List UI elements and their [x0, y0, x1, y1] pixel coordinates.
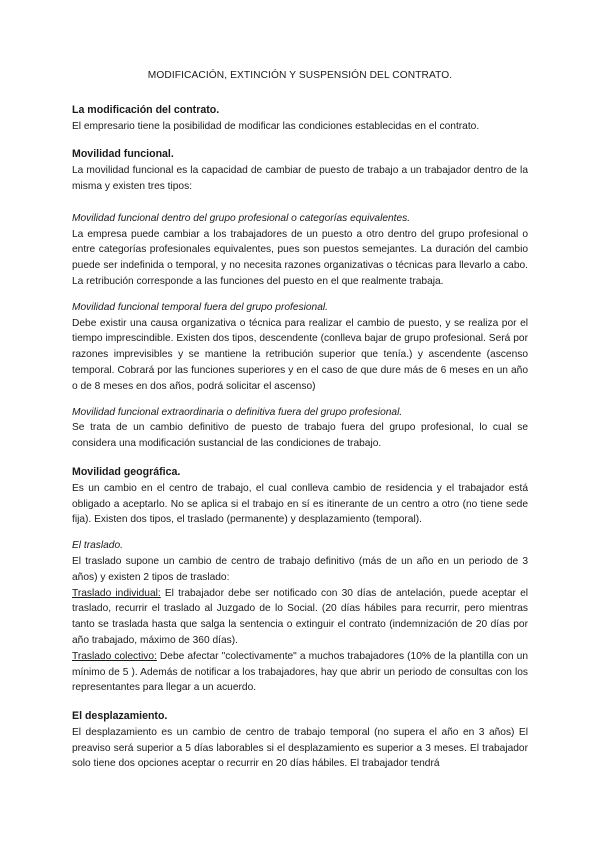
document-page	[72, 64, 528, 785]
paragraph-tipo1: La empresa puede cambiar a los trabajadores de un puesto a otro dentro del grupo profesional o entre categorías profesionales equivalentes, pues son puestos semejantes. La duración del cambio puede ser indefinida o temporal, y no necesita razones organizativas o técnicas para llevarlo a cabo. La retribución corresponde a las funciones del puesto en el que realmente trabaja.	[72, 228, 528, 287]
subheading-traslado: El traslado.	[72, 540, 123, 552]
document-title: MODIFICACIÓN, EXTINCIÓN Y SUSPENSIÓN DEL CONTRATO.	[147, 70, 453, 81]
paragraph-tipo2: Debe existir una causa organizativa o técnica para realizar el cambio de puesto, y se realiza por el tiempo imprescindible. Existen dos tipos, descendente (conlleva bajar de grupo profesional. Será por razones imprevisibles y se mantiene la retribución superior que tenía.) y ascendente (ascenso temporal. Cobrará por las funciones superiores y en el caso de que dure más de 6 meses en un año o de 8 meses en dos años, podrá solicitar el ascenso)	[72, 317, 528, 392]
paragraph-desplazamiento: El desplazamiento es un cambio de centro de trabajo temporal (no supera el año en 3 años) El preaviso será superior a 5 días laborables si el desplazamiento es superior a 3 meses. El trabajador solo tiene dos opciones aceptar o recurrir en 20 días hábiles. El trabajador tendrá	[72, 726, 528, 770]
paragraph-movilidad-geografica: Es un cambio en el centro de trabajo, el cual conlleva cambio de residencia y el trabajador está obligado a aceptarlo. No se aplica si el trabajo en sí es itinerante de un centro a otro (no tiene sede fija). Existen dos tipos, el traslado (permanente) y desplazamiento (temporal).	[72, 482, 528, 526]
paragraph-modificacion: El empresario tiene la posibilidad de modificar las condiciones establecidas en el contrato.	[72, 120, 480, 132]
section-desplazamiento	[72, 709, 528, 772]
section-movilidad-funcional	[72, 147, 528, 452]
subheading-tipo1: Movilidad funcional dentro del grupo profesional o categorías equivalentes.	[72, 212, 411, 224]
text-traslado-individual: El trabajador debe ser notificado con 30 días de antelación, puede aceptar el traslado, recurrir el traslado al Juzgado de lo Social. (20 días hábiles para recurrir, pero mientras tanto se traslada hasta que salga la sentencia o extinguir el contrato (indemnización de 20 días por año trabajado, máximo de 360 días).	[72, 587, 528, 646]
paragraph-traslado: El traslado supone un cambio de centro de trabajo definitivo (más de un año en un periodo de 3 años) y existen 2 tipos de traslado:	[72, 555, 528, 583]
heading-movilidad-geografica: Movilidad geográfica.	[72, 465, 181, 478]
heading-modificacion: La modificación del contrato.	[72, 103, 220, 116]
paragraph-traslado-individual	[72, 586, 528, 649]
subheading-tipo3: Movilidad funcional extraordinaria o definitiva fuera del grupo profesional.	[72, 406, 403, 418]
paragraph-traslado-colectivo	[72, 649, 528, 696]
paragraph-movilidad-funcional-intro: La movilidad funcional es la capacidad de cambiar de puesto de trabajo a un trabajador dentro de la misma y existen tres tipos:	[72, 165, 528, 192]
text-traslado-colectivo: Debe afectar "colectivamente" a muchos trabajadores (10% de la plantilla con un mínimo de 5 ). Además de notificar a los trabajadores, hay que abrir un periodo de consultas con los representantes para llegar a un acuerdo.	[72, 650, 528, 694]
label-traslado-individual: Traslado individual:	[72, 587, 161, 599]
paragraph-tipo3: Se trata de un cambio definitivo de puesto de trabajo fuera del grupo profesional, lo cual se considera una modificación sustancial de las condiciones de trabajo.	[72, 422, 528, 450]
heading-movilidad-funcional: Movilidad funcional.	[72, 148, 174, 161]
section-modificacion	[72, 103, 528, 135]
heading-desplazamiento: El desplazamiento.	[72, 710, 168, 723]
label-traslado-colectivo: Traslado colectivo:	[72, 650, 157, 662]
section-movilidad-geografica	[72, 465, 528, 696]
subheading-tipo2: Movilidad funcional temporal fuera del grupo profesional.	[72, 301, 328, 313]
